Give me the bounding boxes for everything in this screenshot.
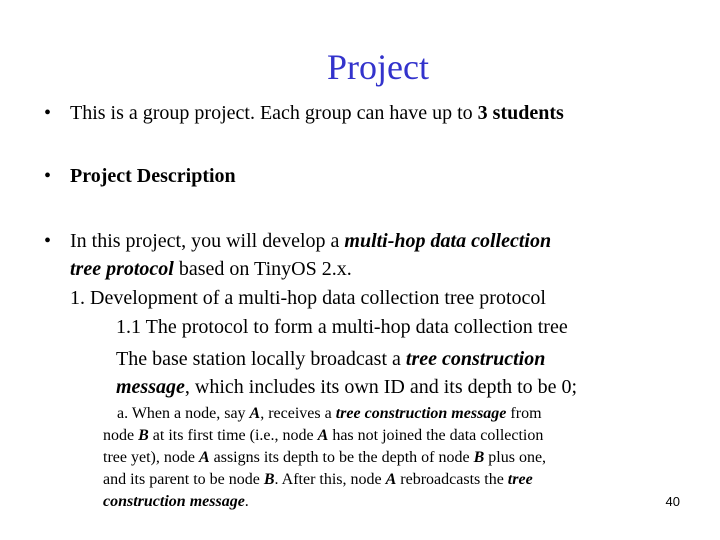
- intro-emphasis: tree protocol: [70, 258, 174, 280]
- desc-text: , which includes its own ID and its depth to be 0;: [184, 376, 578, 398]
- intro-text: In this project, you will develop a: [70, 230, 345, 252]
- sub-a-text: , receives a: [260, 405, 336, 422]
- intro-text: based on TinyOS 2.x.: [173, 258, 352, 280]
- sub-a-text: and its parent to be node: [103, 471, 264, 488]
- sub-a-line-3: [103, 447, 546, 469]
- sub-a-text: .: [244, 493, 249, 510]
- sub-a-line-1: [117, 403, 542, 425]
- bullet-dot: •: [44, 102, 52, 124]
- item-1: 1. Development of a multi-hop data collection tree protocol: [70, 287, 546, 309]
- page-number: 40: [665, 494, 680, 509]
- sub-a-line-5: [103, 491, 249, 513]
- desc-emphasis: tree construction: [405, 348, 546, 370]
- bullet-heading: Project Description: [70, 165, 236, 187]
- sub-a-text: plus one,: [484, 449, 547, 466]
- sub-a-text: assigns its depth to be the depth of node: [209, 449, 474, 466]
- sub-a-text: . After this, node: [274, 471, 386, 488]
- sub-a-text: has not joined the data collection: [328, 427, 544, 444]
- item-1-1: 1.1 The protocol to form a multi-hop data collection tree: [116, 316, 568, 338]
- sub-a-emphasis: tree: [507, 471, 533, 488]
- node-label: B: [263, 471, 275, 488]
- sub-a-line-2: [103, 425, 543, 447]
- bullet-dot: •: [44, 230, 52, 252]
- node-label: A: [385, 471, 397, 488]
- intro-emphasis: multi-hop data collection: [344, 230, 552, 252]
- sub-a-text: a. When a node, say: [117, 405, 250, 422]
- sub-a-emphasis: tree construction message: [335, 405, 507, 422]
- sub-a-line-4: [103, 469, 533, 491]
- bullet-dot: •: [44, 165, 52, 187]
- node-label: A: [317, 427, 329, 444]
- node-label: B: [473, 449, 485, 466]
- node-label: A: [198, 449, 210, 466]
- sub-a-text: rebroadcasts the: [396, 471, 508, 488]
- desc-line-2: [116, 373, 577, 402]
- sub-a-text: from: [506, 405, 542, 422]
- sub-a-emphasis: construction message: [103, 493, 245, 510]
- sub-a-text: node: [103, 427, 139, 444]
- sub-a-text: tree yet), node: [103, 449, 199, 466]
- slide-title: Project: [327, 47, 429, 87]
- bullet-bold-text: 3 students: [477, 102, 564, 124]
- desc-text: The base station locally broadcast a: [116, 348, 406, 370]
- intro-line-2: [70, 255, 352, 284]
- node-label: B: [138, 427, 149, 444]
- bullet-text: This is a group project. Each group can have up to: [70, 102, 478, 124]
- desc-emphasis: message: [116, 376, 185, 398]
- desc-line-1: [116, 345, 545, 374]
- sub-a-text: at its first time (i.e., node: [148, 427, 318, 444]
- node-label: A: [249, 405, 261, 422]
